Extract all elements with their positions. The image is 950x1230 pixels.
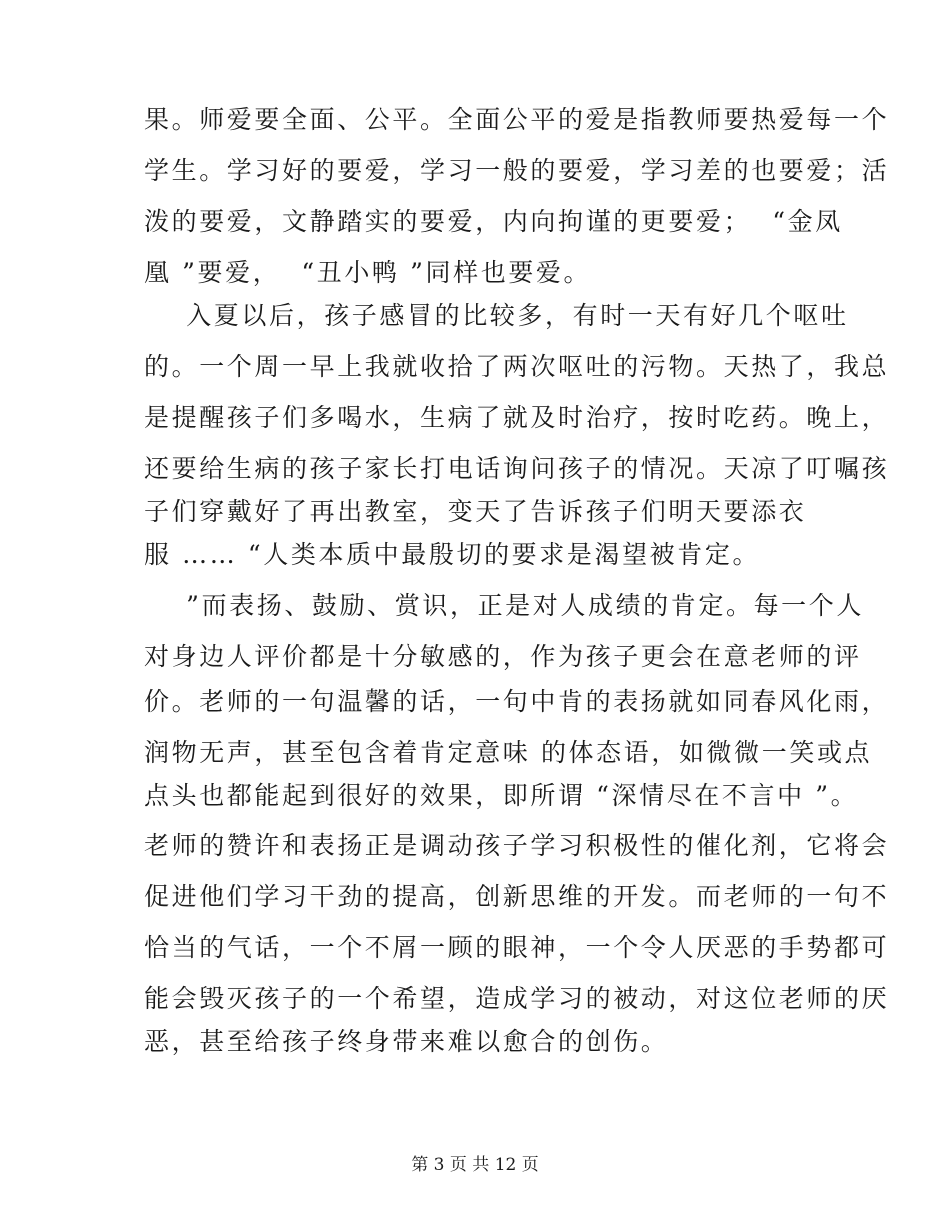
text-line: 促进他们学习干劲的提高，创新思维的开发。而老师的一句不 bbox=[144, 882, 890, 911]
text-line: 老师的赞许和表扬正是调动孩子学习积极性的催化剂，它将会 bbox=[144, 831, 890, 860]
text-line: 学生。学习好的要爱，学习一般的要爱，学习差的也要爱；活 bbox=[144, 156, 890, 185]
text-line: 凰 ”要爱， “丑小鸭 ”同样也要爱。 bbox=[144, 258, 592, 287]
text-line: 是提醒孩子们多喝水，生病了就及时治疗，按时吃药。晚上， bbox=[144, 403, 890, 432]
text-line: 还要给生病的孩子家长打电话询问孩子的情况。天凉了叮嘱孩 bbox=[144, 454, 890, 483]
text-line: 果。师爱要全面、公平。全面公平的爱是指教师要热爱每一个 bbox=[144, 105, 890, 134]
text-line: 服 …… “人类本质中最殷切的要求是渴望被肯定。 bbox=[144, 540, 761, 569]
text-line: 的。一个周一早上我就收拾了两次呕吐的污物。天热了，我总 bbox=[144, 352, 890, 381]
text-line: ”而表扬、鼓励、赏识，正是对人成绩的肯定。每一个人 bbox=[144, 591, 864, 620]
text-line: 子们穿戴好了再出教室，变天了告诉孩子们明天要添衣 bbox=[144, 497, 807, 526]
page-number-footer: 第 3 页 共 12 页 bbox=[411, 1155, 539, 1175]
text-line: 点头也都能起到很好的效果，即所谓 “深情尽在不言中 ”。 bbox=[144, 781, 859, 810]
text-line: 入夏以后，孩子感冒的比较多，有时一天有好几个呕吐 bbox=[144, 301, 849, 330]
text-line: 对身边人评价都是十分敏感的，作为孩子更会在意老师的评 bbox=[144, 642, 862, 671]
text-line: 恰当的气话，一个不屑一顾的眼神，一个令人厌恶的手势都可 bbox=[144, 933, 890, 962]
text-line: 润物无声，甚至包含着肯定意味 的体态语，如微微一笑或点 bbox=[144, 738, 873, 767]
text-line: 泼的要爱，文静踏实的要爱，内向拘谨的更要爱； “金凤 bbox=[144, 207, 843, 236]
text-line: 能会毁灭孩子的一个希望，造成学习的被动，对这位老师的厌 bbox=[144, 984, 890, 1013]
text-line: 恶，甚至给孩子终身带来难以愈合的创伤。 bbox=[144, 1027, 669, 1056]
text-line: 价。老师的一句温馨的话，一句中肯的表扬就如同春风化雨， bbox=[144, 687, 890, 716]
